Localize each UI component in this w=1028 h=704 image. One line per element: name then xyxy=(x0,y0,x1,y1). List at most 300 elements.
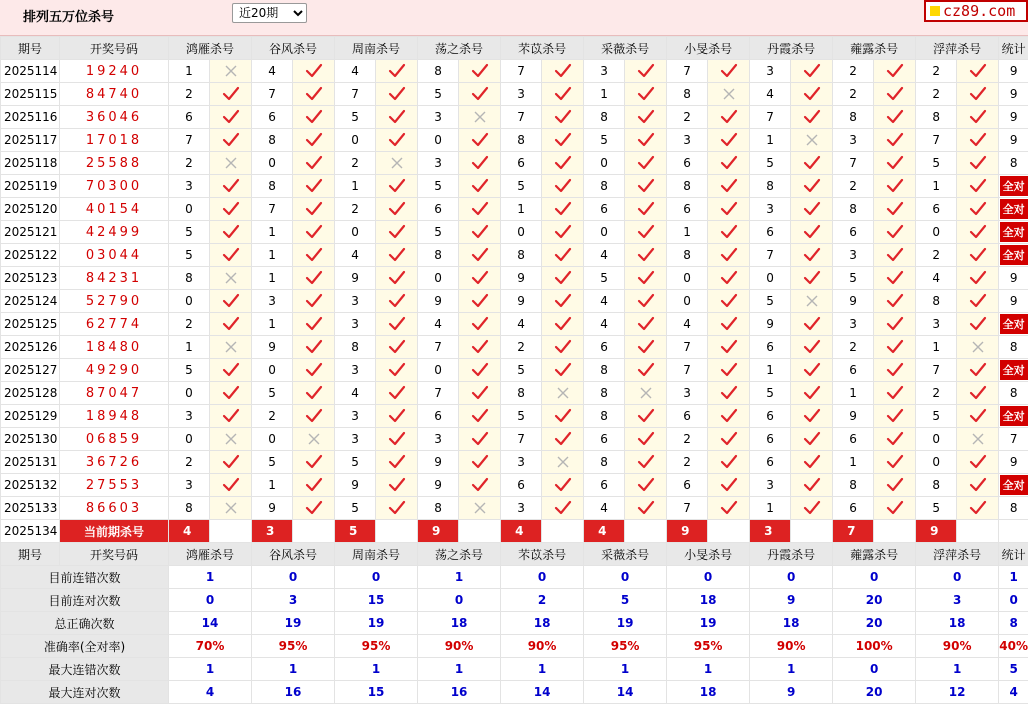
check-icon xyxy=(388,454,406,470)
check-icon xyxy=(886,201,904,217)
check-icon xyxy=(222,362,240,378)
check-icon xyxy=(471,155,489,171)
kill-number-table xyxy=(0,36,1028,704)
result-mark-cell xyxy=(625,83,667,106)
result-mark-cell xyxy=(708,198,750,221)
result-mark-cell xyxy=(957,382,999,405)
result-mark-cell xyxy=(957,152,999,175)
stats-value: 90% xyxy=(750,635,833,658)
kill-number-cell: 5 xyxy=(335,106,376,129)
result-mark-cell xyxy=(459,290,501,313)
result-mark-cell xyxy=(874,428,916,451)
kill-number-cell: 8 xyxy=(667,175,708,198)
check-icon xyxy=(305,408,323,424)
kill-number-cell: 2 xyxy=(169,83,210,106)
result-mark-cell xyxy=(542,152,584,175)
stats-value: 20 xyxy=(833,589,916,612)
check-icon xyxy=(305,109,323,125)
stats-total: 4 xyxy=(999,681,1028,704)
kill-number-cell: 4 xyxy=(252,60,293,83)
current-kill-label: 当前期杀号 xyxy=(60,520,169,543)
result-mark-cell xyxy=(210,175,252,198)
kill-number-cell: 6 xyxy=(501,474,542,497)
kill-number-cell: 2 xyxy=(335,198,376,221)
check-icon xyxy=(388,63,406,79)
stats-row xyxy=(1,681,1028,704)
result-mark-cell xyxy=(542,221,584,244)
stat-cell xyxy=(999,313,1028,336)
kill-number-cell: 6 xyxy=(169,106,210,129)
result-mark-cell xyxy=(791,129,833,152)
kill-number-cell: 8 xyxy=(501,129,542,152)
kill-number-cell: 7 xyxy=(667,60,708,83)
check-icon xyxy=(305,132,323,148)
kill-number-cell: 0 xyxy=(335,129,376,152)
cross-icon xyxy=(224,156,238,170)
result-mark-cell xyxy=(210,313,252,336)
check-icon xyxy=(886,155,904,171)
kill-number-cell: 9 xyxy=(335,267,376,290)
kill-number-cell: 8 xyxy=(584,359,625,382)
check-icon xyxy=(969,224,987,240)
check-icon xyxy=(720,431,738,447)
kill-number-cell: 5 xyxy=(916,405,957,428)
current-kill-number: 9 xyxy=(916,520,957,543)
check-icon xyxy=(471,316,489,332)
result-mark-cell xyxy=(708,336,750,359)
check-icon xyxy=(803,431,821,447)
kill-number-cell: 8 xyxy=(169,497,210,520)
current-period-cell: 2025134 xyxy=(1,520,60,543)
result-mark-cell xyxy=(376,359,418,382)
kill-number-cell: 8 xyxy=(501,244,542,267)
check-icon xyxy=(554,155,572,171)
period-cell: 2025120 xyxy=(1,198,60,221)
draw-number-cell: 84740 xyxy=(60,83,169,106)
result-mark-cell xyxy=(625,405,667,428)
check-icon xyxy=(554,224,572,240)
kill-number-cell: 3 xyxy=(335,313,376,336)
check-icon xyxy=(305,385,323,401)
result-mark-cell xyxy=(459,474,501,497)
kill-number-cell: 0 xyxy=(667,290,708,313)
kill-number-cell: 3 xyxy=(169,405,210,428)
check-icon xyxy=(637,63,655,79)
kill-number-cell: 5 xyxy=(750,290,791,313)
check-icon xyxy=(637,132,655,148)
check-icon xyxy=(388,293,406,309)
stats-total: 40% xyxy=(999,635,1028,658)
result-mark-cell xyxy=(210,428,252,451)
result-mark-cell xyxy=(542,336,584,359)
result-mark-cell xyxy=(874,405,916,428)
result-mark-cell xyxy=(459,152,501,175)
kill-number-cell: 3 xyxy=(750,60,791,83)
stats-row xyxy=(1,566,1028,589)
check-icon xyxy=(969,385,987,401)
kill-number-cell: 5 xyxy=(418,221,459,244)
result-mark-cell xyxy=(625,313,667,336)
current-kill-number: 4 xyxy=(501,520,542,543)
result-mark-cell xyxy=(708,474,750,497)
draw-number-cell: 87047 xyxy=(60,382,169,405)
check-icon xyxy=(803,109,821,125)
result-mark-cell xyxy=(957,290,999,313)
check-icon xyxy=(886,454,904,470)
kill-number-cell: 2 xyxy=(501,336,542,359)
all-right-badge: 全对 xyxy=(1000,475,1028,495)
stats-value: 20 xyxy=(833,612,916,635)
check-icon xyxy=(305,224,323,240)
result-mark-cell xyxy=(708,382,750,405)
draw-number-cell: 17018 xyxy=(60,129,169,152)
kill-number-cell: 1 xyxy=(916,336,957,359)
check-icon xyxy=(720,247,738,263)
result-mark-cell xyxy=(708,267,750,290)
stats-row xyxy=(1,635,1028,658)
stats-value: 18 xyxy=(667,589,750,612)
result-mark-cell xyxy=(957,313,999,336)
check-icon xyxy=(803,500,821,516)
result-mark-cell xyxy=(957,267,999,290)
header-expert: 鸿雁杀号 xyxy=(169,37,252,60)
kill-number-cell: 6 xyxy=(667,474,708,497)
all-right-badge: 全对 xyxy=(1000,245,1028,265)
draw-number-cell: 86603 xyxy=(60,497,169,520)
check-icon xyxy=(471,293,489,309)
result-mark-cell xyxy=(459,336,501,359)
cross-icon xyxy=(556,386,570,400)
kill-number-cell: 8 xyxy=(501,382,542,405)
kill-number-cell: 7 xyxy=(916,129,957,152)
kill-number-cell: 5 xyxy=(584,267,625,290)
check-icon xyxy=(305,63,323,79)
stats-value: 0 xyxy=(833,658,916,681)
period-cell: 2025129 xyxy=(1,405,60,428)
check-icon xyxy=(637,477,655,493)
table-row xyxy=(1,474,1028,497)
result-mark-cell xyxy=(874,221,916,244)
kill-number-cell: 2 xyxy=(252,405,293,428)
result-mark-cell xyxy=(459,428,501,451)
table-row xyxy=(1,359,1028,382)
result-mark-cell xyxy=(957,129,999,152)
result-mark-cell xyxy=(625,60,667,83)
check-icon xyxy=(969,201,987,217)
check-icon xyxy=(637,109,655,125)
result-mark-cell xyxy=(210,290,252,313)
check-icon xyxy=(388,224,406,240)
result-mark-cell xyxy=(210,129,252,152)
kill-number-cell: 0 xyxy=(335,221,376,244)
kill-number-cell: 2 xyxy=(833,60,874,83)
draw-number-cell: 40154 xyxy=(60,198,169,221)
check-icon xyxy=(305,247,323,263)
header-expert: 采薇杀号 xyxy=(584,37,667,60)
kill-number-cell: 7 xyxy=(418,382,459,405)
header-expert: 谷风杀号 xyxy=(252,543,335,566)
check-icon xyxy=(969,316,987,332)
period-cell: 2025116 xyxy=(1,106,60,129)
result-mark-cell xyxy=(293,60,335,83)
check-icon xyxy=(637,316,655,332)
check-icon xyxy=(471,362,489,378)
table-row xyxy=(1,129,1028,152)
stats-total: 0 xyxy=(999,589,1028,612)
result-mark-cell xyxy=(708,359,750,382)
draw-number-cell: 84231 xyxy=(60,267,169,290)
kill-number-cell: 4 xyxy=(584,244,625,267)
result-mark-cell xyxy=(708,83,750,106)
result-mark-cell xyxy=(957,497,999,520)
kill-number-cell: 7 xyxy=(252,198,293,221)
header-period: 期号 xyxy=(1,543,60,566)
check-icon xyxy=(305,201,323,217)
draw-number-cell: 70300 xyxy=(60,175,169,198)
check-icon xyxy=(222,477,240,493)
header-expert: 周南杀号 xyxy=(335,37,418,60)
kill-number-cell: 9 xyxy=(418,474,459,497)
cross-icon xyxy=(805,133,819,147)
current-kill-number: 3 xyxy=(252,520,293,543)
check-icon xyxy=(388,109,406,125)
result-mark-cell xyxy=(293,428,335,451)
check-icon xyxy=(554,270,572,286)
result-mark-cell xyxy=(708,244,750,267)
result-mark-cell xyxy=(376,313,418,336)
current-kill-number: 7 xyxy=(833,520,874,543)
kill-number-cell: 6 xyxy=(667,198,708,221)
check-icon xyxy=(969,500,987,516)
result-mark-cell xyxy=(293,267,335,290)
result-mark-cell xyxy=(791,244,833,267)
period-cell: 2025130 xyxy=(1,428,60,451)
result-mark-cell xyxy=(542,106,584,129)
check-icon xyxy=(305,339,323,355)
empty-cell xyxy=(459,520,501,543)
stats-value: 1 xyxy=(750,658,833,681)
check-icon xyxy=(637,247,655,263)
stats-value: 4 xyxy=(169,681,252,704)
kill-number-cell: 0 xyxy=(916,221,957,244)
result-mark-cell xyxy=(625,198,667,221)
result-mark-cell xyxy=(293,497,335,520)
stat-cell: 8 xyxy=(999,382,1028,405)
cross-icon xyxy=(224,432,238,446)
stat-cell: 9 xyxy=(999,290,1028,313)
check-icon xyxy=(720,293,738,309)
kill-number-cell: 5 xyxy=(750,152,791,175)
kill-number-cell: 6 xyxy=(418,198,459,221)
check-icon xyxy=(803,63,821,79)
kill-number-cell: 2 xyxy=(916,83,957,106)
kill-number-cell: 7 xyxy=(252,83,293,106)
result-mark-cell xyxy=(625,244,667,267)
result-mark-cell xyxy=(957,198,999,221)
kill-number-cell: 2 xyxy=(833,83,874,106)
result-mark-cell xyxy=(459,313,501,336)
cross-icon xyxy=(805,294,819,308)
period-cell: 2025132 xyxy=(1,474,60,497)
result-mark-cell xyxy=(625,221,667,244)
result-mark-cell xyxy=(210,336,252,359)
check-icon xyxy=(803,454,821,470)
result-mark-cell xyxy=(708,313,750,336)
check-icon xyxy=(720,178,738,194)
result-mark-cell xyxy=(957,221,999,244)
kill-number-cell: 0 xyxy=(667,267,708,290)
kill-number-cell: 5 xyxy=(750,382,791,405)
kill-number-cell: 1 xyxy=(169,60,210,83)
header-stat: 统计 xyxy=(999,543,1028,566)
kill-number-cell: 2 xyxy=(667,106,708,129)
check-icon xyxy=(886,178,904,194)
kill-number-cell: 3 xyxy=(584,60,625,83)
check-icon xyxy=(637,362,655,378)
result-mark-cell xyxy=(210,83,252,106)
result-mark-cell xyxy=(625,359,667,382)
stats-value: 90% xyxy=(916,635,999,658)
result-mark-cell xyxy=(791,359,833,382)
kill-number-cell: 8 xyxy=(418,244,459,267)
period-cell: 2025119 xyxy=(1,175,60,198)
result-mark-cell xyxy=(542,83,584,106)
check-icon xyxy=(637,454,655,470)
header-draw: 开奖号码 xyxy=(60,543,169,566)
header-expert: 浮萍杀号 xyxy=(916,543,999,566)
check-icon xyxy=(222,385,240,401)
kill-number-cell: 6 xyxy=(833,359,874,382)
check-icon xyxy=(803,155,821,171)
draw-number-cell: 03044 xyxy=(60,244,169,267)
result-mark-cell xyxy=(791,267,833,290)
cross-icon xyxy=(971,432,985,446)
result-mark-cell xyxy=(791,474,833,497)
check-icon xyxy=(886,408,904,424)
kill-number-cell: 5 xyxy=(418,83,459,106)
check-icon xyxy=(969,132,987,148)
stats-total: 1 xyxy=(999,566,1028,589)
table-row xyxy=(1,382,1028,405)
kill-number-cell: 1 xyxy=(252,221,293,244)
result-mark-cell xyxy=(459,451,501,474)
kill-number-cell: 9 xyxy=(335,474,376,497)
check-icon xyxy=(803,408,821,424)
check-icon xyxy=(471,454,489,470)
check-icon xyxy=(637,201,655,217)
result-mark-cell xyxy=(376,428,418,451)
result-mark-cell xyxy=(874,451,916,474)
check-icon xyxy=(720,63,738,79)
draw-number-cell: 06859 xyxy=(60,428,169,451)
kill-number-cell: 1 xyxy=(584,83,625,106)
period-range-select[interactable] xyxy=(232,3,307,23)
empty-cell xyxy=(708,520,750,543)
kill-number-cell: 5 xyxy=(501,175,542,198)
result-mark-cell xyxy=(293,474,335,497)
kill-number-cell: 3 xyxy=(833,313,874,336)
result-mark-cell xyxy=(542,290,584,313)
kill-number-cell: 3 xyxy=(418,152,459,175)
kill-number-cell: 0 xyxy=(916,428,957,451)
kill-number-cell: 6 xyxy=(833,428,874,451)
result-mark-cell xyxy=(376,382,418,405)
kill-number-cell: 7 xyxy=(501,428,542,451)
kill-number-cell: 0 xyxy=(252,428,293,451)
result-mark-cell xyxy=(874,175,916,198)
header-expert: 浮萍杀号 xyxy=(916,37,999,60)
header-expert: 丹霞杀号 xyxy=(750,37,833,60)
kill-number-cell: 1 xyxy=(252,474,293,497)
stats-value: 1 xyxy=(169,566,252,589)
kill-number-cell: 6 xyxy=(584,428,625,451)
site-logo[interactable] xyxy=(924,0,1028,22)
stats-label: 总正确次数 xyxy=(1,612,169,635)
check-icon xyxy=(637,408,655,424)
all-right-badge: 全对 xyxy=(1000,199,1028,219)
kill-number-cell: 3 xyxy=(501,83,542,106)
result-mark-cell xyxy=(376,336,418,359)
result-mark-cell xyxy=(957,405,999,428)
kill-number-cell: 9 xyxy=(501,290,542,313)
check-icon xyxy=(637,500,655,516)
stats-value: 18 xyxy=(501,612,584,635)
result-mark-cell xyxy=(957,359,999,382)
result-mark-cell xyxy=(874,60,916,83)
stats-value: 18 xyxy=(418,612,501,635)
header-expert: 蕹露杀号 xyxy=(833,543,916,566)
result-mark-cell xyxy=(376,60,418,83)
kill-number-cell: 5 xyxy=(252,451,293,474)
stats-value: 1 xyxy=(501,658,584,681)
result-mark-cell xyxy=(791,405,833,428)
check-icon xyxy=(554,362,572,378)
check-icon xyxy=(720,316,738,332)
kill-number-cell: 0 xyxy=(418,267,459,290)
check-icon xyxy=(388,339,406,355)
check-icon xyxy=(305,316,323,332)
kill-number-cell: 5 xyxy=(335,497,376,520)
cross-icon xyxy=(224,64,238,78)
result-mark-cell xyxy=(459,405,501,428)
check-icon xyxy=(886,224,904,240)
result-mark-cell xyxy=(874,336,916,359)
check-icon xyxy=(886,362,904,378)
check-icon xyxy=(720,132,738,148)
check-icon xyxy=(305,362,323,378)
period-cell: 2025131 xyxy=(1,451,60,474)
stats-row xyxy=(1,658,1028,681)
kill-number-cell: 9 xyxy=(418,451,459,474)
check-icon xyxy=(720,362,738,378)
result-mark-cell xyxy=(957,451,999,474)
stats-value: 1 xyxy=(418,658,501,681)
result-mark-cell xyxy=(376,221,418,244)
kill-number-cell: 8 xyxy=(584,451,625,474)
kill-number-cell: 1 xyxy=(833,451,874,474)
kill-number-cell: 6 xyxy=(833,497,874,520)
period-cell: 2025125 xyxy=(1,313,60,336)
check-icon xyxy=(886,63,904,79)
stats-value: 14 xyxy=(584,681,667,704)
check-icon xyxy=(886,293,904,309)
kill-number-cell: 6 xyxy=(750,405,791,428)
check-icon xyxy=(803,385,821,401)
stats-value: 18 xyxy=(750,612,833,635)
kill-number-cell: 1 xyxy=(750,497,791,520)
kill-number-cell: 5 xyxy=(501,359,542,382)
stats-value: 0 xyxy=(252,566,335,589)
